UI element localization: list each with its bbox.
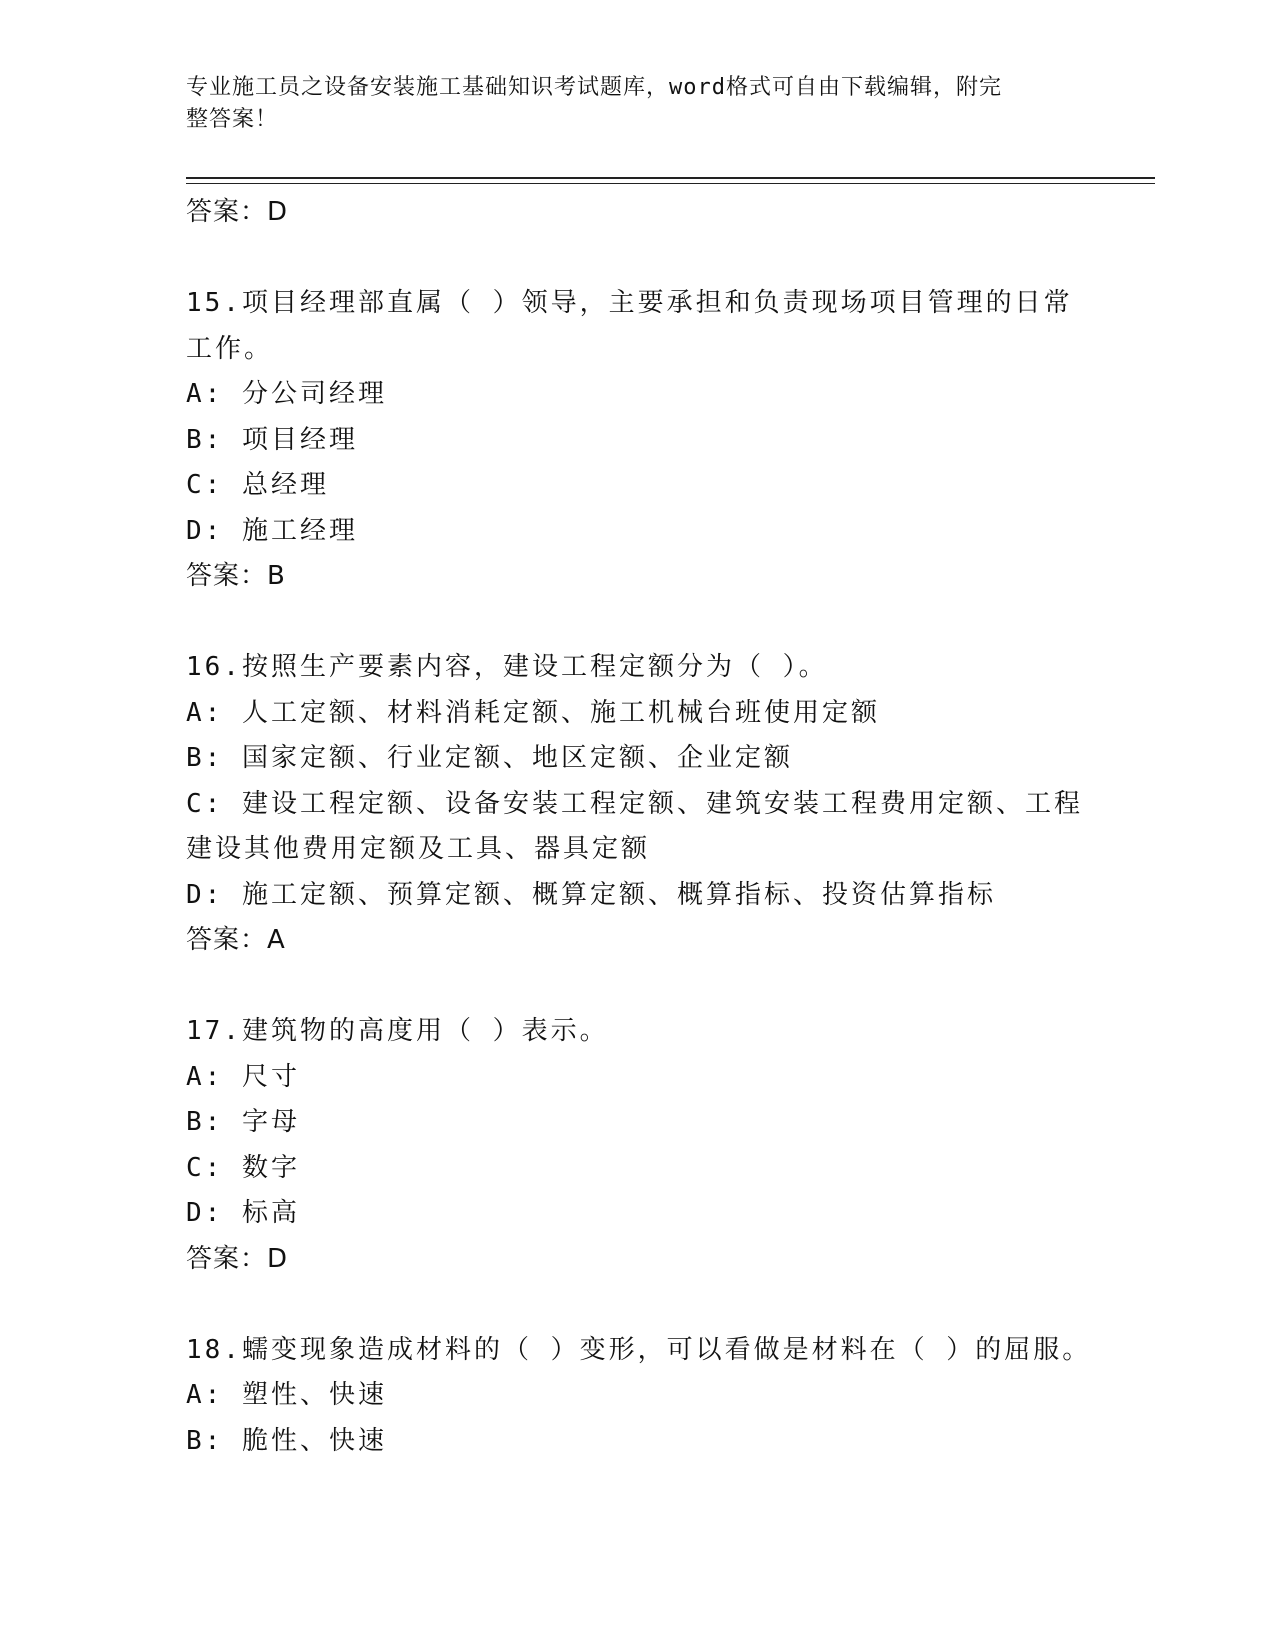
option-a: A: 尺寸 — [186, 1061, 300, 1092]
answer-line: 答案：D — [186, 1243, 289, 1274]
option-a: A: 人工定额、材料消耗定额、施工机械台班使用定额 — [186, 697, 880, 728]
option-b: B: 字母 — [186, 1107, 300, 1137]
question-stem: 17.建筑物的高度用（ ）表示。 — [186, 1016, 609, 1046]
option-b: B: 国家定额、行业定额、地区定额、企业定额 — [186, 743, 793, 773]
spacer — [186, 1282, 1086, 1328]
question-15 — [186, 281, 1086, 600]
header-rule-thick — [186, 177, 1155, 179]
question-17 — [186, 1009, 1086, 1282]
question-stem: 18.蠕变现象造成材料的（ ）变形，可以看做是材料在（ ）的屈服。 — [186, 1334, 1092, 1365]
question-stem: 工作。 — [186, 333, 274, 364]
question-stem: 16.按照生产要素内容，建设工程定额分为（ ）。 — [186, 652, 828, 682]
header-line-2: 整答案！ — [186, 107, 279, 132]
option-a: A: 塑性、快速 — [186, 1380, 387, 1410]
answer-line: 答案：A — [186, 925, 286, 955]
question-list — [186, 190, 1092, 1464]
option-c-continued: 建设其他费用定额及工具、器具定额 — [186, 834, 651, 864]
option-c: C: 数字 — [186, 1152, 300, 1183]
header-line-1: 专业施工员之设备安装施工基础知识考试题库，word格式可自由下载编辑，附完 — [186, 75, 1002, 100]
spacer — [186, 964, 1086, 1010]
option-c: C: 建设工程定额、设备安装工程定额、建筑安装工程费用定额、工程 — [186, 788, 1083, 819]
option-d: D: 施工定额、预算定额、概算定额、概算指标、投资估算指标 — [186, 879, 996, 910]
answer-line: 答案：D — [186, 197, 289, 227]
option-a: A: 分公司经理 — [186, 379, 387, 409]
question-18 — [186, 1328, 1092, 1465]
spacer — [186, 600, 1086, 646]
option-d: D: 施工经理 — [186, 515, 358, 546]
option-c: C: 总经理 — [186, 470, 329, 500]
option-b: B: 脆性、快速 — [186, 1425, 387, 1456]
option-d: D: 标高 — [186, 1198, 300, 1228]
option-b: B: 项目经理 — [186, 424, 358, 455]
question-stem: 15.项目经理部直属（ ）领导，主要承担和负责现场项目管理的日常 — [186, 288, 1073, 318]
question-16 — [186, 645, 1086, 964]
header-rule-thin — [186, 183, 1155, 184]
answer-line: 答案：B — [186, 561, 286, 591]
spacer — [186, 236, 1086, 282]
document-header — [186, 72, 1066, 136]
